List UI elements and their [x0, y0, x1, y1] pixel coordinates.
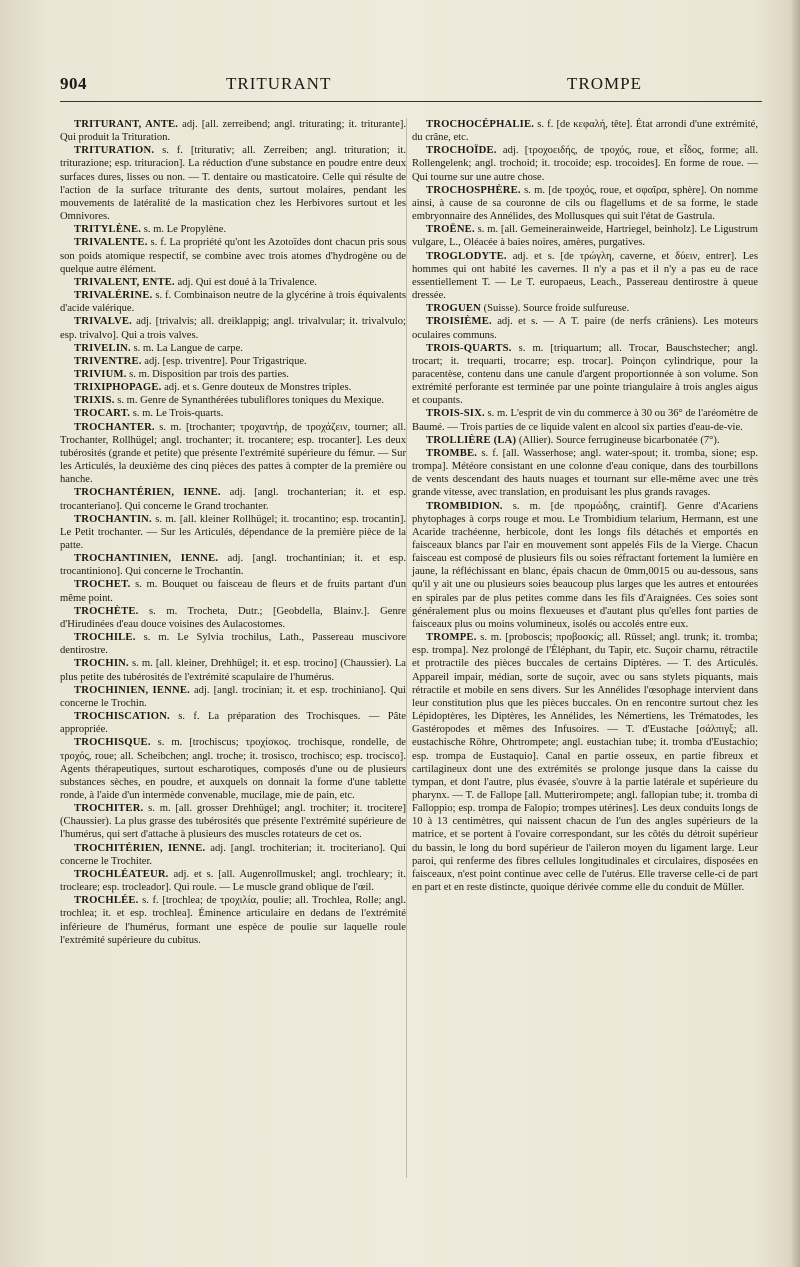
header-rule	[60, 101, 762, 102]
entry-definition: s. m. La Langue de carpe.	[133, 342, 243, 354]
entry-definition: s. f. [triturativ; all. Zerreiben; angl. trituration; it. triturazione; esp. trituracion]. La réduction d'une substance en poudre entre deux surfaces dures, lisses ou non. — T. dentaire ou masticatoire. Celle qui résulte de l'action de la surface triturante des dents, surtout molaires, pendant les mouvements de latéralité de la mastication chez les Herbivores surtout et les Omnivores.	[60, 145, 406, 223]
dictionary-entry	[60, 710, 406, 736]
entry-headword: TROCHANTIN.	[74, 513, 152, 525]
dictionary-entry	[60, 552, 406, 578]
entry-definition: s. m. [all. kleiner Rollhügel; it. trocantino; esp. trocantin]. Le Petit trochanter. — Sur les Articulés, dépendance de la première pièce de la patte.	[60, 513, 407, 551]
dictionary-entry	[60, 894, 406, 947]
dictionary-entry	[60, 144, 406, 223]
entry-headword: TRITURATION.	[74, 145, 155, 157]
entry-definition: s. m. Trocheta, Dutr.; [Geobdella, Blainv.]. Genre d'Hirudinées d'eau douce voisines des Aulacostomes.	[60, 605, 406, 630]
entry-headword: TROCHÈTE.	[74, 605, 139, 617]
entry-headword: TRIVALÉRINE.	[74, 290, 153, 302]
entry-definition: s. m. [triquartum; all. Trocar, Bauschstecher; angl. trocart; it. trequarti, trocarre; esp. trocar]. Poinçon cylindrique, pour la paracentèse, contenu dans une canule d'argent proportionnée à son volume. Son extrémité perforante est terminée par une pointe triangulaire à trois angles aigus et coupants.	[412, 342, 758, 407]
entry-headword: TROIS-QUARTS.	[426, 342, 512, 354]
entry-headword: TROGUEN	[426, 303, 481, 315]
entry-headword: TROIS-SIX.	[426, 408, 485, 420]
entry-definition: s. f. [all. Wasserhose; angl. water-spout; it. tromba, sione; esp. trompa]. Météore consistant en une colonne d'eau conique, dans des tourbillons de vents descendant des hauts nuages et tournant sur elle-même avec une très grande vitesse, avec translation, en produisant les plus grands ravages.	[412, 447, 758, 499]
entry-definition: s. m. L'esprit de vin du commerce à 30 ou 36° de l'aréomètre de Baumé. — Trois parties de ce liquide valent en alcool six parties d'eau-de-vie.	[412, 408, 758, 433]
dictionary-entry	[60, 421, 406, 487]
dictionary-entry	[60, 407, 406, 420]
entry-definition: adj. et s. [all. Augenrollmuskel; angl. trochleary; it. trocleare; esp. trocleador]. Qui roule. — Le muscle grand oblique de l'œil.	[60, 868, 406, 894]
entry-headword: TRIVENTRE.	[74, 355, 142, 367]
entry-definition: s. m. Le Trois-quarts.	[132, 408, 224, 420]
dictionary-entry	[412, 315, 758, 341]
entry-definition: adj. [trivalvis; all. dreiklappig; angl. trivalvular; it. trivalvulo; esp. trivalvo]. Qui a trois valves.	[60, 316, 406, 341]
running-head-left: TRITURANT	[226, 74, 332, 93]
entry-headword: TRITYLÈNE.	[74, 224, 142, 236]
right-column	[412, 118, 758, 894]
entry-definition: adj. [all. zerreibend; angl. triturating; it. triturante]. Qui produit la Trituration.	[60, 119, 406, 144]
dictionary-entry	[60, 368, 406, 381]
entry-headword: TRIVALENTE.	[74, 237, 148, 249]
entry-headword: TROCHITÉRIEN, IENNE.	[74, 842, 206, 854]
dictionary-entry	[412, 434, 758, 447]
entry-definition: adj. [angl. trochanterian; it. et esp. trocanteriano]. Qui concerne le Grand trochanter.	[60, 487, 406, 512]
entry-headword: TRIVIUM.	[74, 368, 127, 380]
entry-definition: s. f. [trochlea; de τροχιλία, poulie; all. Trochlea, Rolle; angl. trochlea; it. et esp. trochlea]. Éminence articulaire en dedans de l'extrémité inférieure de l'humérus, formant une espèce de poulie sur laquelle roule l'extrémité supérieure du cubitus.	[60, 895, 406, 946]
dictionary-entry	[60, 802, 406, 841]
dictionary-entry	[60, 736, 406, 802]
entry-definition: adj. [angl. trochiterian; it. trociteriano]. Qui concerne le Trochiter.	[60, 842, 406, 867]
entry-definition: adj. Qui est doué à la Trivalence.	[177, 276, 317, 288]
entry-headword: TRIXIS.	[74, 395, 115, 407]
entry-definition: (Suisse). Source froide sulfureuse.	[483, 303, 630, 315]
entry-headword: TROËNE.	[426, 224, 475, 236]
dictionary-entry	[60, 657, 406, 683]
entry-definition: s. m. [trochanter; τροχαντήρ, de τροχάζειν, tourner; all. Trochanter, Rollhügel; angl. trochanter; it. trocantere; esp. trocanter]. Les deux tubérosités (grande et petite) que présente l'extrémité supérieure du fémur. — Sur les Articulés, la deuxième des cinq pièces des pattes à compter de la première ou hanche.	[60, 421, 406, 486]
entry-headword: TROCHANTÉRIEN, IENNE.	[74, 487, 221, 499]
dictionary-entry	[60, 223, 406, 236]
entry-headword: TROCHOSPHÈRE.	[426, 184, 521, 196]
entry-definition: s. m. Genre de Synanthérées tubuliflores toniques du Mexique.	[117, 395, 385, 407]
entry-headword: TRIVALENT, ENTE.	[74, 276, 175, 288]
entry-definition: s. m. [all. grosser Drehhügel; angl. trochiter; it. trocitere] (Chaussier). La plus grasse des tubérosités que présente l'extrémité supérieure de l'humérus, qui sert d'attache à plusieurs des muscles rotateurs de cet os.	[60, 803, 406, 841]
entry-headword: TROCHLÉE.	[74, 895, 139, 907]
page-edge-shadow	[790, 0, 800, 1267]
entry-headword: TROCHANTINIEN, IENNE.	[74, 553, 219, 565]
entry-definition: s. m. [proboscis; προβοσκίς; all. Rüssel; angl. trunk; it. tromba; esp. trompa]. Nez prolongé de l'Éléphant, du Tapir, etc. Suçoir charnu, rétractile et protractile des pièces buccales de certains Diptères. — T. des Articulés. Appareil impair, médian, sorte de suçoir, avec ou sans stylets piquants, mais rétractile et mobile en sens divers. Sur les Annélides l'œsophage intervient dans leur constitution plus que les pièces buccales. On en rencontre surtout chez les Lépidoptères, les Diptères, les Annélides, les Némertiens, les Trématodes, les Gastéropodes et mêmes des Infusoires. — T. d'Eustache [σάλπιγξ; all. eustachische Röhre, Ohrtrompete; angl. eustachian tube; it. tromba d'Eustachio; esp. trompa de Eustaquio]. Canal en partie osseux, en partie fibreux et cartilagineux dont une des extrémités se prolonge jusque dans la caisse du tympan, et dont l'autre, plus évasée, s'ouvre à la partie latérale et supérieure du pharynx. — T. de Fallope [all. Mutterirompete; angl. fallopian tube; it. tromba di Falloppio; esp. trompa de Falopio; trompes utérines]. Les deux conduits longs de 10 à 13 centimètres, qui naissent chacun de l'un des angles supérieurs de la matrice, et se portent à l'ovaire correspondant, sur les côtés du détroit supérieur du bassin, le long du bord supérieur de l'aileron moyen du ligament large. Leur paroi, qui renferme des fibres cellules longitudinales et circulaires, disposées en faisceaux, n'est point continue avec celle de l'utérus. Elle traverse celle-ci de part en part et en reste distincte, quoique dérivée comme elle du conduit de Müller.	[412, 632, 758, 894]
entry-definition: s. m. [all. kleiner, Drehhügel; it. et esp. trocino] (Chaussier). La plus petite des tubérosités de l'extrémité scapulaire de l'humérus.	[60, 658, 406, 683]
entry-definition: adj. et s. Genre douteux de Monstres triples.	[164, 382, 352, 394]
dictionary-entry	[60, 355, 406, 368]
entry-headword: TROLLIÈRE (LA)	[426, 434, 517, 446]
entry-definition: s. m. Le Sylvia trochilus, Lath., Passereau muscivore dentirostre.	[60, 632, 406, 657]
entry-definition: adj. et s. [de τρώγλη, caverne, et δύειν, entrer]. Les hommes qui ont habité les cavernes. Il n'y a pas et il n'y a pas eu de race essentiellement T. — Le T. europaeus, Leach., Passereau dentirostre à queue dressée.	[412, 250, 758, 302]
entry-definition: s. m. [de προμώδης, craintif]. Genre d'Acariens phytophages à corps rouge et mou. Le Trombidium telarium, Hermann, est une Acaride trachéenne, herbicole, dont les longs fils détachés et emportés en faisceaux blancs par l'air en mouvement sont appelés Fils de la Vierge. Chacun faisceau est composé de plusieurs fils ou soies réfractant fortement la lumière en jaune, la réfléchissant en blanc, épais chacun de 0mm,0015 ou au-dessous, sans qu'il y ait une ou plusieurs soies beaucoup plus larges que les autres et entourées en spirales par de plus petites comme dans les fils d'Araignées. Ces soies sont généralement plus ou moins flexueuses et d'autant plus qu'elles font parties de faisceaux plus ou moins volumineux, isolés ou accolés entre eux.	[412, 500, 759, 630]
dictionary-entry	[412, 631, 758, 894]
entry-headword: TROCHINIEN, IENNE.	[74, 684, 190, 696]
entry-definition: s. m. Le Propylène.	[143, 224, 227, 236]
dictionary-entry	[60, 118, 406, 144]
entry-definition: s. m. Disposition par trois des parties.	[129, 368, 289, 380]
entry-definition: adj. [angl. trochantinian; it. et esp. trocantiniono]. Qui concerne le Trochantin.	[60, 553, 406, 578]
entry-headword: TROCHOCÉPHALIE.	[426, 119, 535, 130]
entry-headword: TROMPE.	[426, 632, 477, 644]
entry-definition: s. m. [trochiscus; τροχίσκος. trochisque, rondelle, de τροχός, roue; all. Scheibchen; angl. troche; it. trosisco, trochisco; esp. trocisco]. Agents thérapeutiques, surtout escharotiques, composés d'une ou de plusieurs substances sèches, en poudre, et auxquels on donnait la forme d'une tablette ronde, à l'aide d'un intermède convenable, mucilage, mie de pain, etc.	[60, 737, 406, 801]
entry-headword: TROMBE.	[426, 447, 478, 459]
column-divider	[406, 118, 407, 1178]
dictionary-entry	[60, 605, 406, 631]
dictionary-entry	[412, 342, 758, 408]
entry-definition: s. m. Bouquet ou faisceau de fleurs et de fruits partant d'un même point.	[60, 579, 406, 604]
entry-headword: TROCHITER.	[74, 803, 144, 815]
page-header	[0, 74, 800, 100]
dictionary-entry	[412, 447, 758, 500]
entry-definition: adj. [τροχοειδής, de τροχός, roue, et εἶδος, forme; all. Rollengelenk; angl. trochoid; it. trocoide; esp. trocoides]. En forme de roue. — Qui tourne sur une autre chose.	[412, 145, 759, 183]
dictionary-entry	[412, 184, 758, 223]
dictionary-entry	[60, 289, 406, 315]
entry-headword: TROCHISCATION.	[74, 711, 170, 723]
dictionary-entry	[60, 394, 406, 407]
dictionary-entry	[412, 302, 758, 315]
dictionary-entry	[412, 223, 758, 249]
left-column	[60, 118, 406, 947]
entry-headword: TROCHILE.	[74, 632, 136, 644]
dictionary-entry	[60, 578, 406, 604]
entry-headword: TROCHOÏDE.	[426, 145, 497, 157]
dictionary-entry	[412, 250, 758, 303]
dictionary-entry	[412, 500, 758, 632]
entry-headword: TROCHANTER.	[74, 421, 155, 433]
entry-definition: s. f. La propriété qu'ont les Azotoïdes dont chacun pris sous son poids atomique respectif, se combine avec trois atomes d'hydrogène ou de quelque autre élément.	[60, 237, 406, 275]
entry-definition: s. f. Combinaison neutre de la glycérine à trois équivalents d'acide valérique.	[60, 290, 407, 315]
entry-headword: TROCHIN.	[74, 658, 129, 670]
entry-headword: TROCART.	[74, 408, 131, 420]
page-number: 904	[60, 74, 87, 93]
entry-headword: TROGLODYTE.	[426, 250, 507, 262]
entry-headword: TRITURANT, ANTE.	[74, 119, 179, 130]
dictionary-entry	[60, 276, 406, 289]
dictionary-entry	[60, 236, 406, 275]
entry-definition: adj. et s. — A T. paire (de nerfs crâniens). Les moteurs oculaires communs.	[412, 316, 758, 341]
dictionary-entry	[60, 486, 406, 512]
entry-definition: s. f. La préparation des Trochisques. — Pâte appropriée.	[60, 711, 406, 736]
dictionary-entry	[60, 631, 406, 657]
dictionary-entry	[60, 513, 406, 552]
entry-definition: s. m. [all. Gemeinerainweide, Hartriegel, beinholz]. Le Ligustrum vulgare, L., Oléacée à baies noires, amères, purgatives.	[412, 224, 758, 249]
entry-headword: TROCHET.	[74, 579, 131, 591]
entry-headword: TRIXIPHOPAGE.	[74, 382, 162, 394]
entry-headword: TROISIÈME.	[426, 316, 492, 328]
entry-definition: adj. [angl. trocinian; it. et esp. trochiniano]. Qui concerne le Trochin.	[60, 684, 406, 709]
entry-headword: TROMBIDION.	[426, 500, 503, 512]
entry-headword: TROCHLÉATEUR.	[74, 868, 169, 880]
entry-definition: (Allier). Source ferrugineuse bicarbonatée (7°).	[518, 434, 720, 446]
entry-headword: TRIVELIN.	[74, 342, 131, 354]
entry-headword: TRIVALVE.	[74, 316, 133, 328]
entry-definition: s. m. [de τροχός, roue, et σφαῖρα, sphère]. On nomme ainsi, à cause de sa couronne de cils ou flagellums et de sa forme, le stade embryonnaire des Annélides, des Mollusques qui suit l'état de Gastrula.	[412, 184, 758, 223]
entry-headword: TROCHISQUE.	[74, 737, 151, 749]
dictionary-entry	[412, 118, 758, 144]
dictionary-entry	[60, 342, 406, 355]
dictionary-entry	[412, 407, 758, 433]
running-head-right: TROMPE	[567, 74, 642, 93]
dictionary-entry	[60, 315, 406, 341]
entry-definition: adj. [esp. triventre]. Pour Trigastrique.	[144, 355, 307, 367]
entry-definition: s. f. [de κεφαλή, tête]. État arrondi d'une extrémité, du crâne, etc.	[412, 119, 758, 144]
dictionary-entry	[60, 381, 406, 394]
dictionary-entry	[60, 684, 406, 710]
dictionary-entry	[60, 842, 406, 868]
dictionary-entry	[60, 868, 406, 894]
dictionary-entry	[412, 144, 758, 183]
